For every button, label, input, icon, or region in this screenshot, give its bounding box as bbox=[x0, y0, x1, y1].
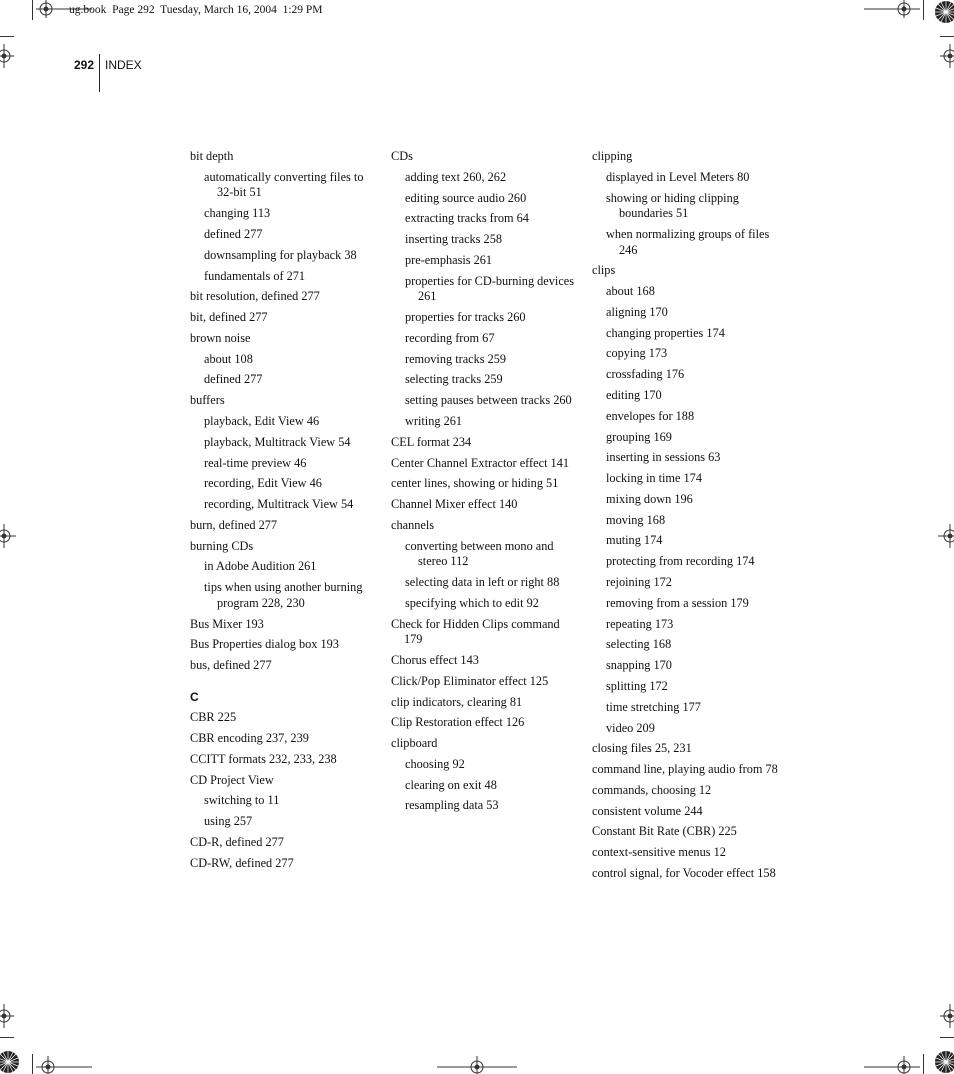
index-subentry: resampling data 53 bbox=[405, 798, 499, 813]
crop-mark bbox=[940, 1037, 954, 1038]
index-subentry: clearing on exit 48 bbox=[405, 777, 497, 792]
crop-mark bbox=[0, 1037, 14, 1038]
index-subentry: editing 170 bbox=[606, 388, 662, 402]
index-entry: commands, choosing 12 bbox=[592, 782, 712, 797]
registration-mark-icon bbox=[0, 1004, 14, 1028]
crop-mark bbox=[923, 0, 924, 20]
index-subentry: time stretching 177 bbox=[606, 699, 701, 714]
running-header: INDEX bbox=[105, 58, 142, 72]
index-subentry: setting pauses between tracks 260 bbox=[405, 393, 572, 408]
registration-mark-icon bbox=[0, 44, 14, 68]
index-entry: Channel Mixer effect 140 bbox=[391, 497, 518, 512]
index-subentry: displayed in Level Meters 80 bbox=[606, 169, 750, 184]
index-subentry: recording, Edit View 46 bbox=[204, 476, 322, 491]
index-subentry: removing tracks 259 bbox=[405, 351, 507, 366]
registration-mark-icon bbox=[437, 1054, 517, 1074]
index-subentry: when normalizing groups of files 246 bbox=[606, 226, 770, 257]
starburst-mark-icon bbox=[932, 0, 954, 26]
index-subentry: editing source audio 260 bbox=[405, 190, 527, 205]
index-subentry: copying 173 bbox=[606, 346, 668, 361]
index-subentry: selecting 168 bbox=[606, 637, 672, 652]
index-subentry: extracting tracks from 64 bbox=[405, 211, 529, 226]
index-entry: CD-R, defined 277 bbox=[190, 835, 284, 850]
crop-mark bbox=[0, 36, 14, 37]
index-subentry: specifying which to edit 92 bbox=[405, 595, 539, 610]
index-entry: channels bbox=[391, 517, 435, 532]
index-entry: Center Channel Extractor effect 141 bbox=[391, 455, 570, 470]
index-subentry: fundamentals of 271 bbox=[204, 268, 306, 283]
index-subentry: pre-emphasis 261 bbox=[405, 252, 493, 267]
index-entry: CBR encoding 237, 239 bbox=[190, 731, 309, 746]
index-subentry: downsampling for playback 38 bbox=[204, 247, 357, 262]
index-entry: Chorus effect 143 bbox=[391, 652, 479, 667]
index-subentry: rejoining 172 bbox=[606, 575, 672, 590]
starburst-mark-icon bbox=[0, 1048, 22, 1074]
crop-mark bbox=[32, 1054, 33, 1074]
index-subentry: mixing down 196 bbox=[606, 491, 693, 506]
index-subentry: repeating 173 bbox=[606, 616, 674, 631]
index-subentry: showing or hiding clipping boundaries 51 bbox=[606, 190, 739, 221]
index-subentry: muting 174 bbox=[606, 533, 663, 548]
crop-mark bbox=[940, 36, 954, 37]
registration-mark-icon bbox=[940, 1004, 954, 1028]
index-column-3 bbox=[592, 149, 780, 887]
index-entry: closing files 25, 231 bbox=[592, 741, 692, 756]
index-subentry: adding text 260, 262 bbox=[405, 169, 507, 184]
index-entry: burn, defined 277 bbox=[190, 517, 278, 532]
index-subentry: defined 277 bbox=[204, 226, 263, 241]
index-subentry: selecting tracks 259 bbox=[405, 372, 503, 387]
index-entry: Click/Pop Eliminator effect 125 bbox=[391, 673, 549, 688]
page-number: 292 bbox=[74, 58, 95, 72]
print-slug: ug.book Page 292 Tuesday, March 16, 2004 1:29 PM bbox=[69, 4, 323, 16]
index-subentry: converting between mono and stereo 112 bbox=[405, 538, 554, 569]
index-subentry: defined 277 bbox=[204, 372, 263, 387]
index-subentry: properties for tracks 260 bbox=[405, 310, 526, 325]
index-entry: CD Project View bbox=[190, 772, 274, 787]
index-subentry: inserting in sessions 63 bbox=[606, 450, 721, 465]
index-entry: clips bbox=[592, 263, 616, 278]
index-entry: clipping bbox=[592, 149, 633, 163]
index-entry: bit depth bbox=[190, 149, 234, 163]
index-subentry: inserting tracks 258 bbox=[405, 232, 502, 247]
index-subentry: about 108 bbox=[204, 351, 253, 366]
index-entry: bit, defined 277 bbox=[190, 310, 268, 325]
index-entry: CEL format 234 bbox=[391, 434, 472, 449]
index-entry: Bus Properties dialog box 193 bbox=[190, 637, 339, 652]
index-subentry: moving 168 bbox=[606, 512, 666, 527]
index-entry: brown noise bbox=[190, 330, 251, 345]
index-entry: command line, playing audio from 78 bbox=[592, 762, 778, 777]
index-entry: bit resolution, defined 277 bbox=[190, 289, 320, 304]
registration-mark-icon bbox=[36, 1054, 92, 1074]
index-letter-heading: C bbox=[190, 689, 199, 704]
index-entry: buffers bbox=[190, 393, 225, 408]
index-entry: clipboard bbox=[391, 736, 438, 751]
index-entry: Constant Bit Rate (CBR) 225 bbox=[592, 824, 737, 839]
index-subentry: envelopes for 188 bbox=[606, 408, 695, 423]
index-entry: Check for Hidden Clips command 179 bbox=[391, 616, 560, 647]
index-subentry: changing 113 bbox=[204, 206, 271, 221]
index-entry: burning CDs bbox=[190, 538, 254, 553]
index-subentry: recording from 67 bbox=[405, 330, 495, 345]
index-subentry: about 168 bbox=[606, 284, 655, 299]
index-subentry: removing from a session 179 bbox=[606, 595, 749, 610]
index-subentry: recording, Multitrack View 54 bbox=[204, 497, 354, 512]
index-subentry: video 209 bbox=[606, 720, 655, 735]
index-subentry: crossfading 176 bbox=[606, 367, 685, 382]
index-subentry: splitting 172 bbox=[606, 678, 668, 693]
index-entry: Bus Mixer 193 bbox=[190, 616, 264, 631]
index-entry: clip indicators, clearing 81 bbox=[391, 694, 523, 709]
index-column-1 bbox=[190, 149, 378, 877]
index-subentry: selecting data in left or right 88 bbox=[405, 575, 560, 590]
index-entry: Clip Restoration effect 126 bbox=[391, 715, 525, 730]
index-subentry: switching to 11 bbox=[204, 793, 280, 808]
index-subentry: playback, Multitrack View 54 bbox=[204, 434, 351, 449]
index-column-2 bbox=[391, 149, 579, 819]
index-subentry: real-time preview 46 bbox=[204, 455, 307, 470]
index-subentry: using 257 bbox=[204, 814, 253, 829]
header-rule bbox=[99, 54, 100, 92]
registration-mark-icon bbox=[938, 524, 954, 548]
index-entry: CDs bbox=[391, 149, 413, 163]
index-subentry: protecting from recording 174 bbox=[606, 554, 755, 569]
index-subentry: choosing 92 bbox=[405, 756, 465, 771]
index-subentry: grouping 169 bbox=[606, 429, 672, 444]
index-subentry: in Adobe Audition 261 bbox=[204, 559, 317, 574]
index-subentry: playback, Edit View 46 bbox=[204, 413, 320, 428]
index-entry: consistent volume 244 bbox=[592, 803, 703, 818]
index-entry: control signal, for Vocoder effect 158 bbox=[592, 865, 776, 880]
registration-mark-icon bbox=[864, 1054, 920, 1074]
registration-mark-icon bbox=[940, 44, 954, 68]
starburst-mark-icon bbox=[932, 1048, 954, 1074]
registration-mark-icon bbox=[864, 0, 920, 20]
index-entry: bus, defined 277 bbox=[190, 658, 272, 673]
index-entry: CCITT formats 232, 233, 238 bbox=[190, 751, 337, 766]
index-entry: context-sensitive menus 12 bbox=[592, 845, 726, 860]
crop-mark bbox=[923, 1054, 924, 1074]
index-subentry: aligning 170 bbox=[606, 304, 668, 319]
index-subentry: tips when using another burning program 228, 230 bbox=[204, 580, 363, 610]
index-entry: CD-RW, defined 277 bbox=[190, 855, 294, 870]
index-subentry: automatically converting files to 32-bit 51 bbox=[204, 169, 364, 200]
index-subentry: properties for CD-burning devices 261 bbox=[405, 273, 575, 304]
index-subentry: changing properties 174 bbox=[606, 325, 725, 340]
registration-mark-icon bbox=[0, 524, 16, 548]
index-entry: center lines, showing or hiding 51 bbox=[391, 476, 559, 491]
crop-mark bbox=[32, 0, 33, 20]
index-subentry: writing 261 bbox=[405, 413, 463, 428]
index-entry: CBR 225 bbox=[190, 710, 237, 725]
index-subentry: locking in time 174 bbox=[606, 471, 702, 486]
index-subentry: snapping 170 bbox=[606, 658, 672, 673]
